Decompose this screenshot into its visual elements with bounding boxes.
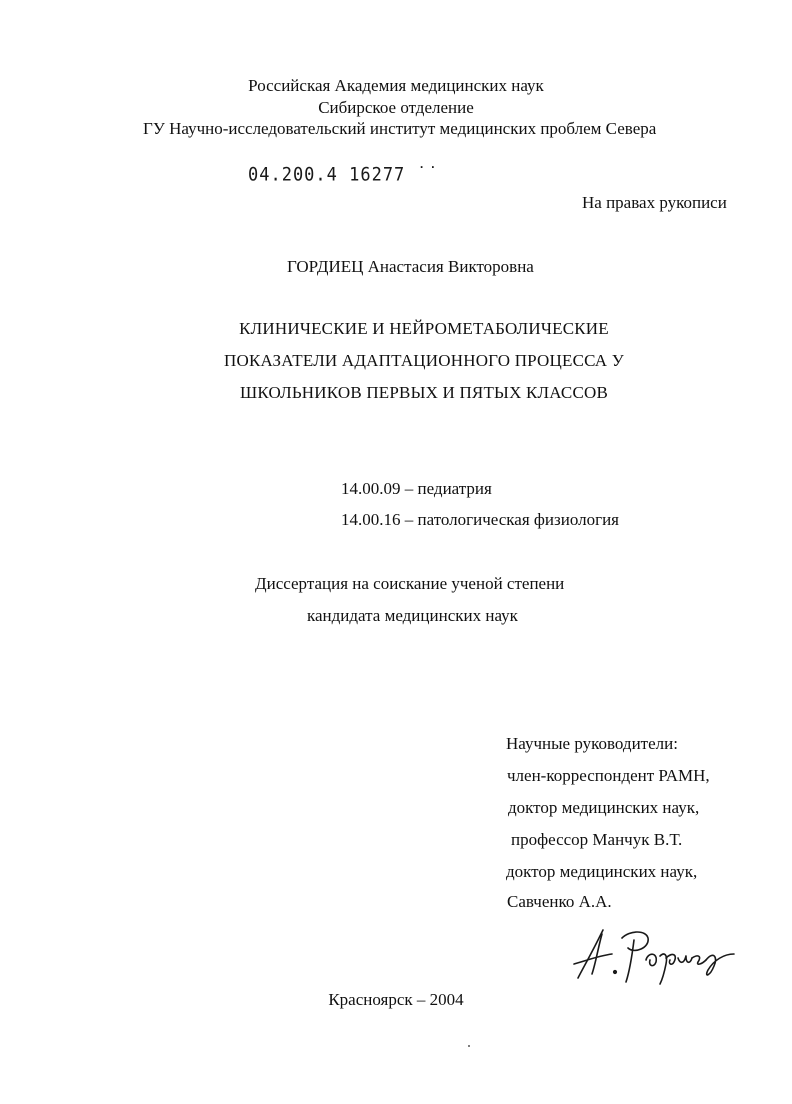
city-and-year: Красноярск – 2004 xyxy=(328,990,464,1009)
author-signature xyxy=(568,920,738,986)
supervisor-degree-2: доктор медицинских наук, xyxy=(506,862,698,881)
supervisor-degree-1: доктор медицинских наук, xyxy=(508,798,700,817)
supervisor-name-2: Савченко А.А. xyxy=(507,892,612,911)
specialty-pathophysiology: 14.00.16 – патологическая физиология xyxy=(341,510,619,529)
header-academy: Российская Академия медицинских наук xyxy=(248,76,544,95)
scan-speck xyxy=(468,1045,470,1047)
registration-number-stamp: 04.200.4 16277 ˙˙ xyxy=(248,164,439,186)
rights-note: На правах рукописи xyxy=(582,193,727,212)
specialty-pediatrics: 14.00.09 – педиатрия xyxy=(341,479,492,498)
supervisor-title-1: член-корреспондент РАМН, xyxy=(507,766,710,785)
header-institute: ГУ Научно-исследовательский институт медицинских проблем Севера xyxy=(143,119,657,138)
header-branch: Сибирское отделение xyxy=(318,98,474,117)
degree-line-1: Диссертация на соискание ученой степени xyxy=(255,574,565,593)
title-line-2: ПОКАЗАТЕЛИ АДАПТАЦИОННОГО ПРОЦЕССА У xyxy=(224,351,624,370)
degree-line-2: кандидата медицинских наук xyxy=(307,606,518,625)
supervisors-heading: Научные руководители: xyxy=(506,734,678,753)
supervisor-name-1: профессор Манчук В.Т. xyxy=(511,830,683,849)
title-line-3: ШКОЛЬНИКОВ ПЕРВЫХ И ПЯТЫХ КЛАССОВ xyxy=(240,383,608,402)
author-name: ГОРДИЕЦ Анастасия Викторовна xyxy=(287,257,534,276)
title-line-1: КЛИНИЧЕСКИЕ И НЕЙРОМЕТАБОЛИЧЕСКИЕ xyxy=(239,319,609,338)
